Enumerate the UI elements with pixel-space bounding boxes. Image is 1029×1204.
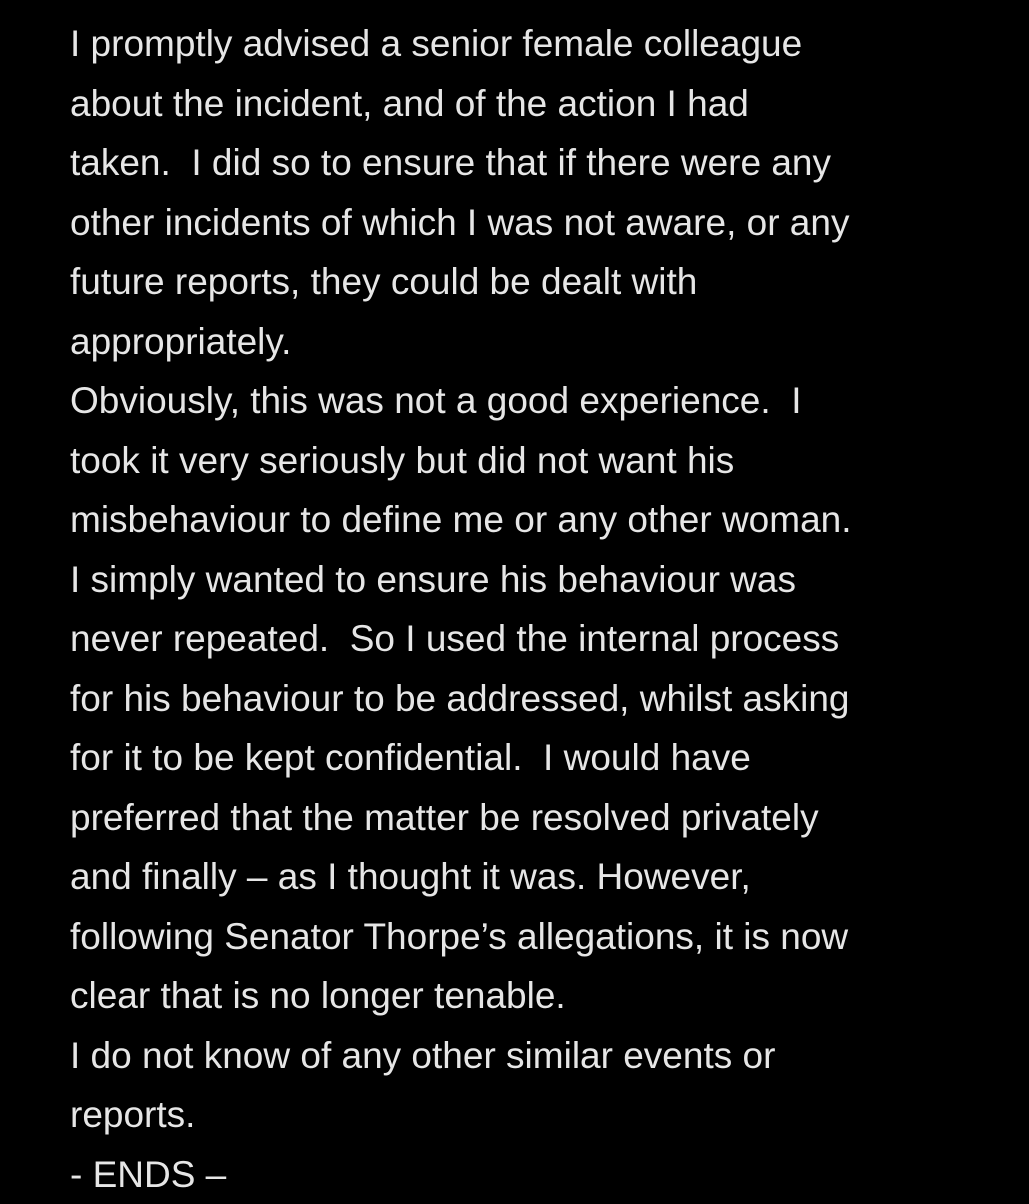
statement-line: I do not know of any other similar events or xyxy=(70,1026,1000,1086)
ends-marker: - ENDS – xyxy=(70,1145,1000,1204)
statement-line: for it to be kept confidential. I would have xyxy=(70,728,1000,788)
statement-line: never repeated. So I used the internal process xyxy=(70,609,1000,669)
statement-line: I promptly advised a senior female colleague xyxy=(70,14,1000,74)
statement-line: taken. I did so to ensure that if there were any xyxy=(70,133,1000,193)
statement-line: Obviously, this was not a good experience. I xyxy=(70,371,1000,431)
statement-line: future reports, they could be dealt with xyxy=(70,252,1000,312)
statement-line: preferred that the matter be resolved privately xyxy=(70,788,1000,848)
statement-text-body xyxy=(70,14,1000,1204)
statement-line: for his behaviour to be addressed, whilst asking xyxy=(70,669,1000,729)
statement-line: I simply wanted to ensure his behaviour was xyxy=(70,550,1000,610)
statement-line: about the incident, and of the action I had xyxy=(70,74,1000,134)
statement-line: clear that is no longer tenable. xyxy=(70,966,1000,1026)
statement-line: other incidents of which I was not aware, or any xyxy=(70,193,1000,253)
statement-line: appropriately. xyxy=(70,312,1000,372)
statement-line: following Senator Thorpe’s allegations, it is now xyxy=(70,907,1000,967)
statement-line: misbehaviour to define me or any other woman. xyxy=(70,490,1000,550)
statement-line: and finally – as I thought it was. However, xyxy=(70,847,1000,907)
statement-line: took it very seriously but did not want his xyxy=(70,431,1000,491)
statement-line: reports. xyxy=(70,1085,1000,1145)
